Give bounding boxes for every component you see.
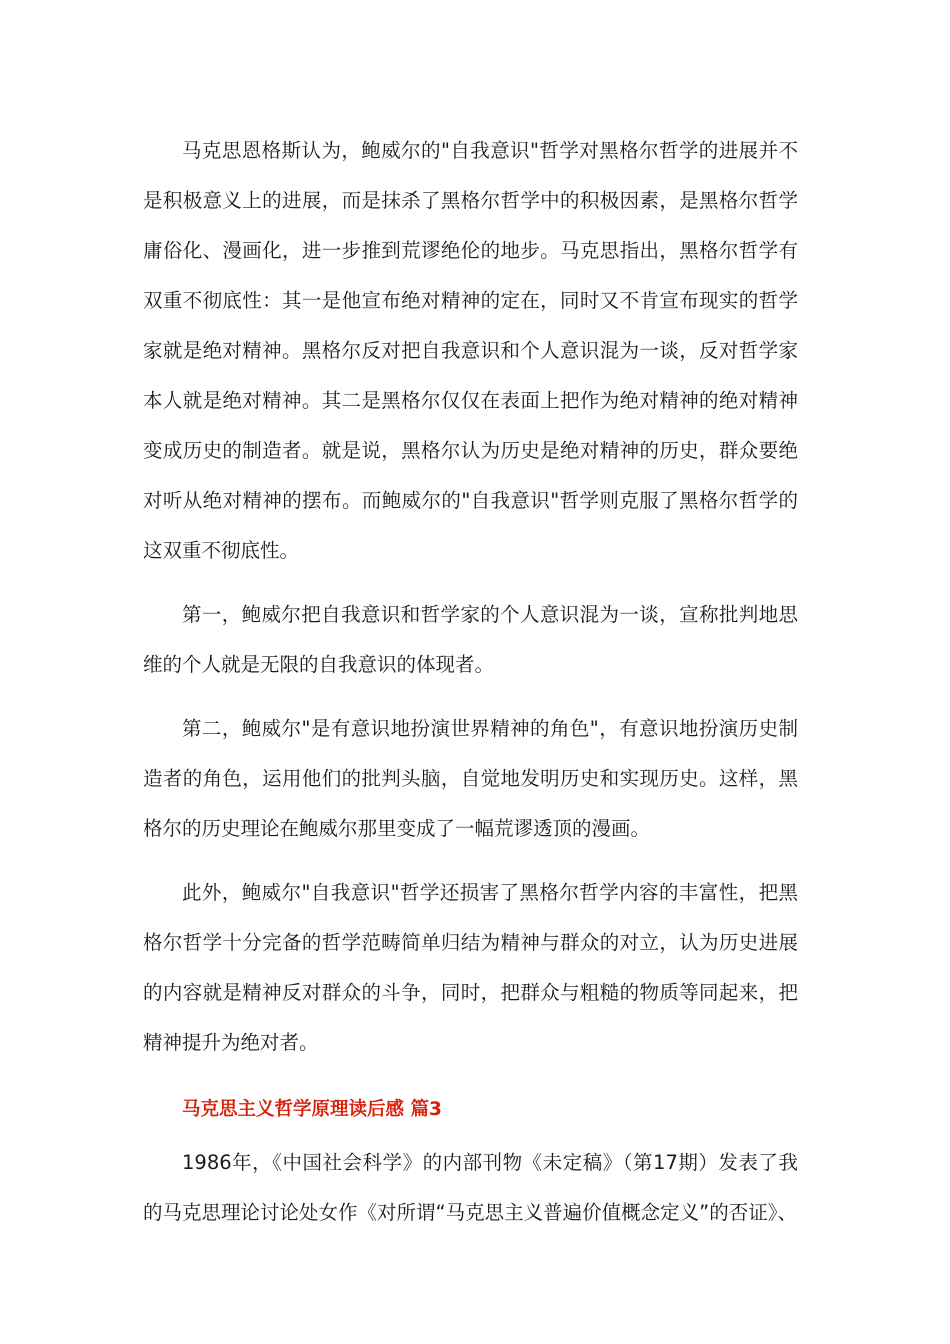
paragraph-4: 此外，鲍威尔"自我意识"哲学还损害了黑格尔哲学内容的丰富性，把黑格尔哲学十分完备的哲学范畴简单归结为精神与群众的对立，认为历史进展的内容就是精神反对群众的斗争，同时，把群众与粗糙的物质等同起来，把精神提升为绝对者。 [143,881,798,1054]
paragraph-2: 第一，鲍威尔把自我意识和哲学家的个人意识混为一谈，宣称批判地思维的个人就是无限的自我意识的体现者。 [143,603,798,676]
section-heading: 马克思主义哲学原理读后感 篇3 [182,1099,442,1120]
document-body [143,126,798,1252]
paragraph-1: 马克思恩格斯认为，鲍威尔的"自我意识"哲学对黑格尔哲学的进展并不是积极意义上的进展，而是抹杀了黑格尔哲学中的积极因素，是黑格尔哲学庸俗化、漫画化，进一步推到荒谬绝伦的地步。马克思指出，黑格尔哲学有双重不彻底性：其一是他宣布绝对精神的定在，同时又不肯宣布现实的哲学家就是绝对精神。黑格尔反对把自我意识和个人意识混为一谈，反对哲学家本人就是绝对精神。其二是黑格尔仅仅在表面上把作为绝对精神的绝对精神变成历史的制造者。就是说，黑格尔认为历史是绝对精神的历史，群众要绝对听从绝对精神的摆布。而鲍威尔的"自我意识"哲学则克服了黑格尔哲学的这双重不彻底性。 [143,139,798,562]
section-paragraph: 1986年，《中国社会科学》的内部刊物《未定稿》（第17期）发表了我的马克思理论讨论处女作《对所谓“马克思主义普遍价值概念定义”的否证》、 [143,1151,798,1224]
paragraph-3: 第二，鲍威尔"是有意识地扮演世界精神的角色"，有意识地扮演历史制造者的角色，运用他们的批判头脑，自觉地发明历史和实现历史。这样，黑格尔的历史理论在鲍威尔那里变成了一幅荒谬透顶的漫画。 [143,717,798,840]
